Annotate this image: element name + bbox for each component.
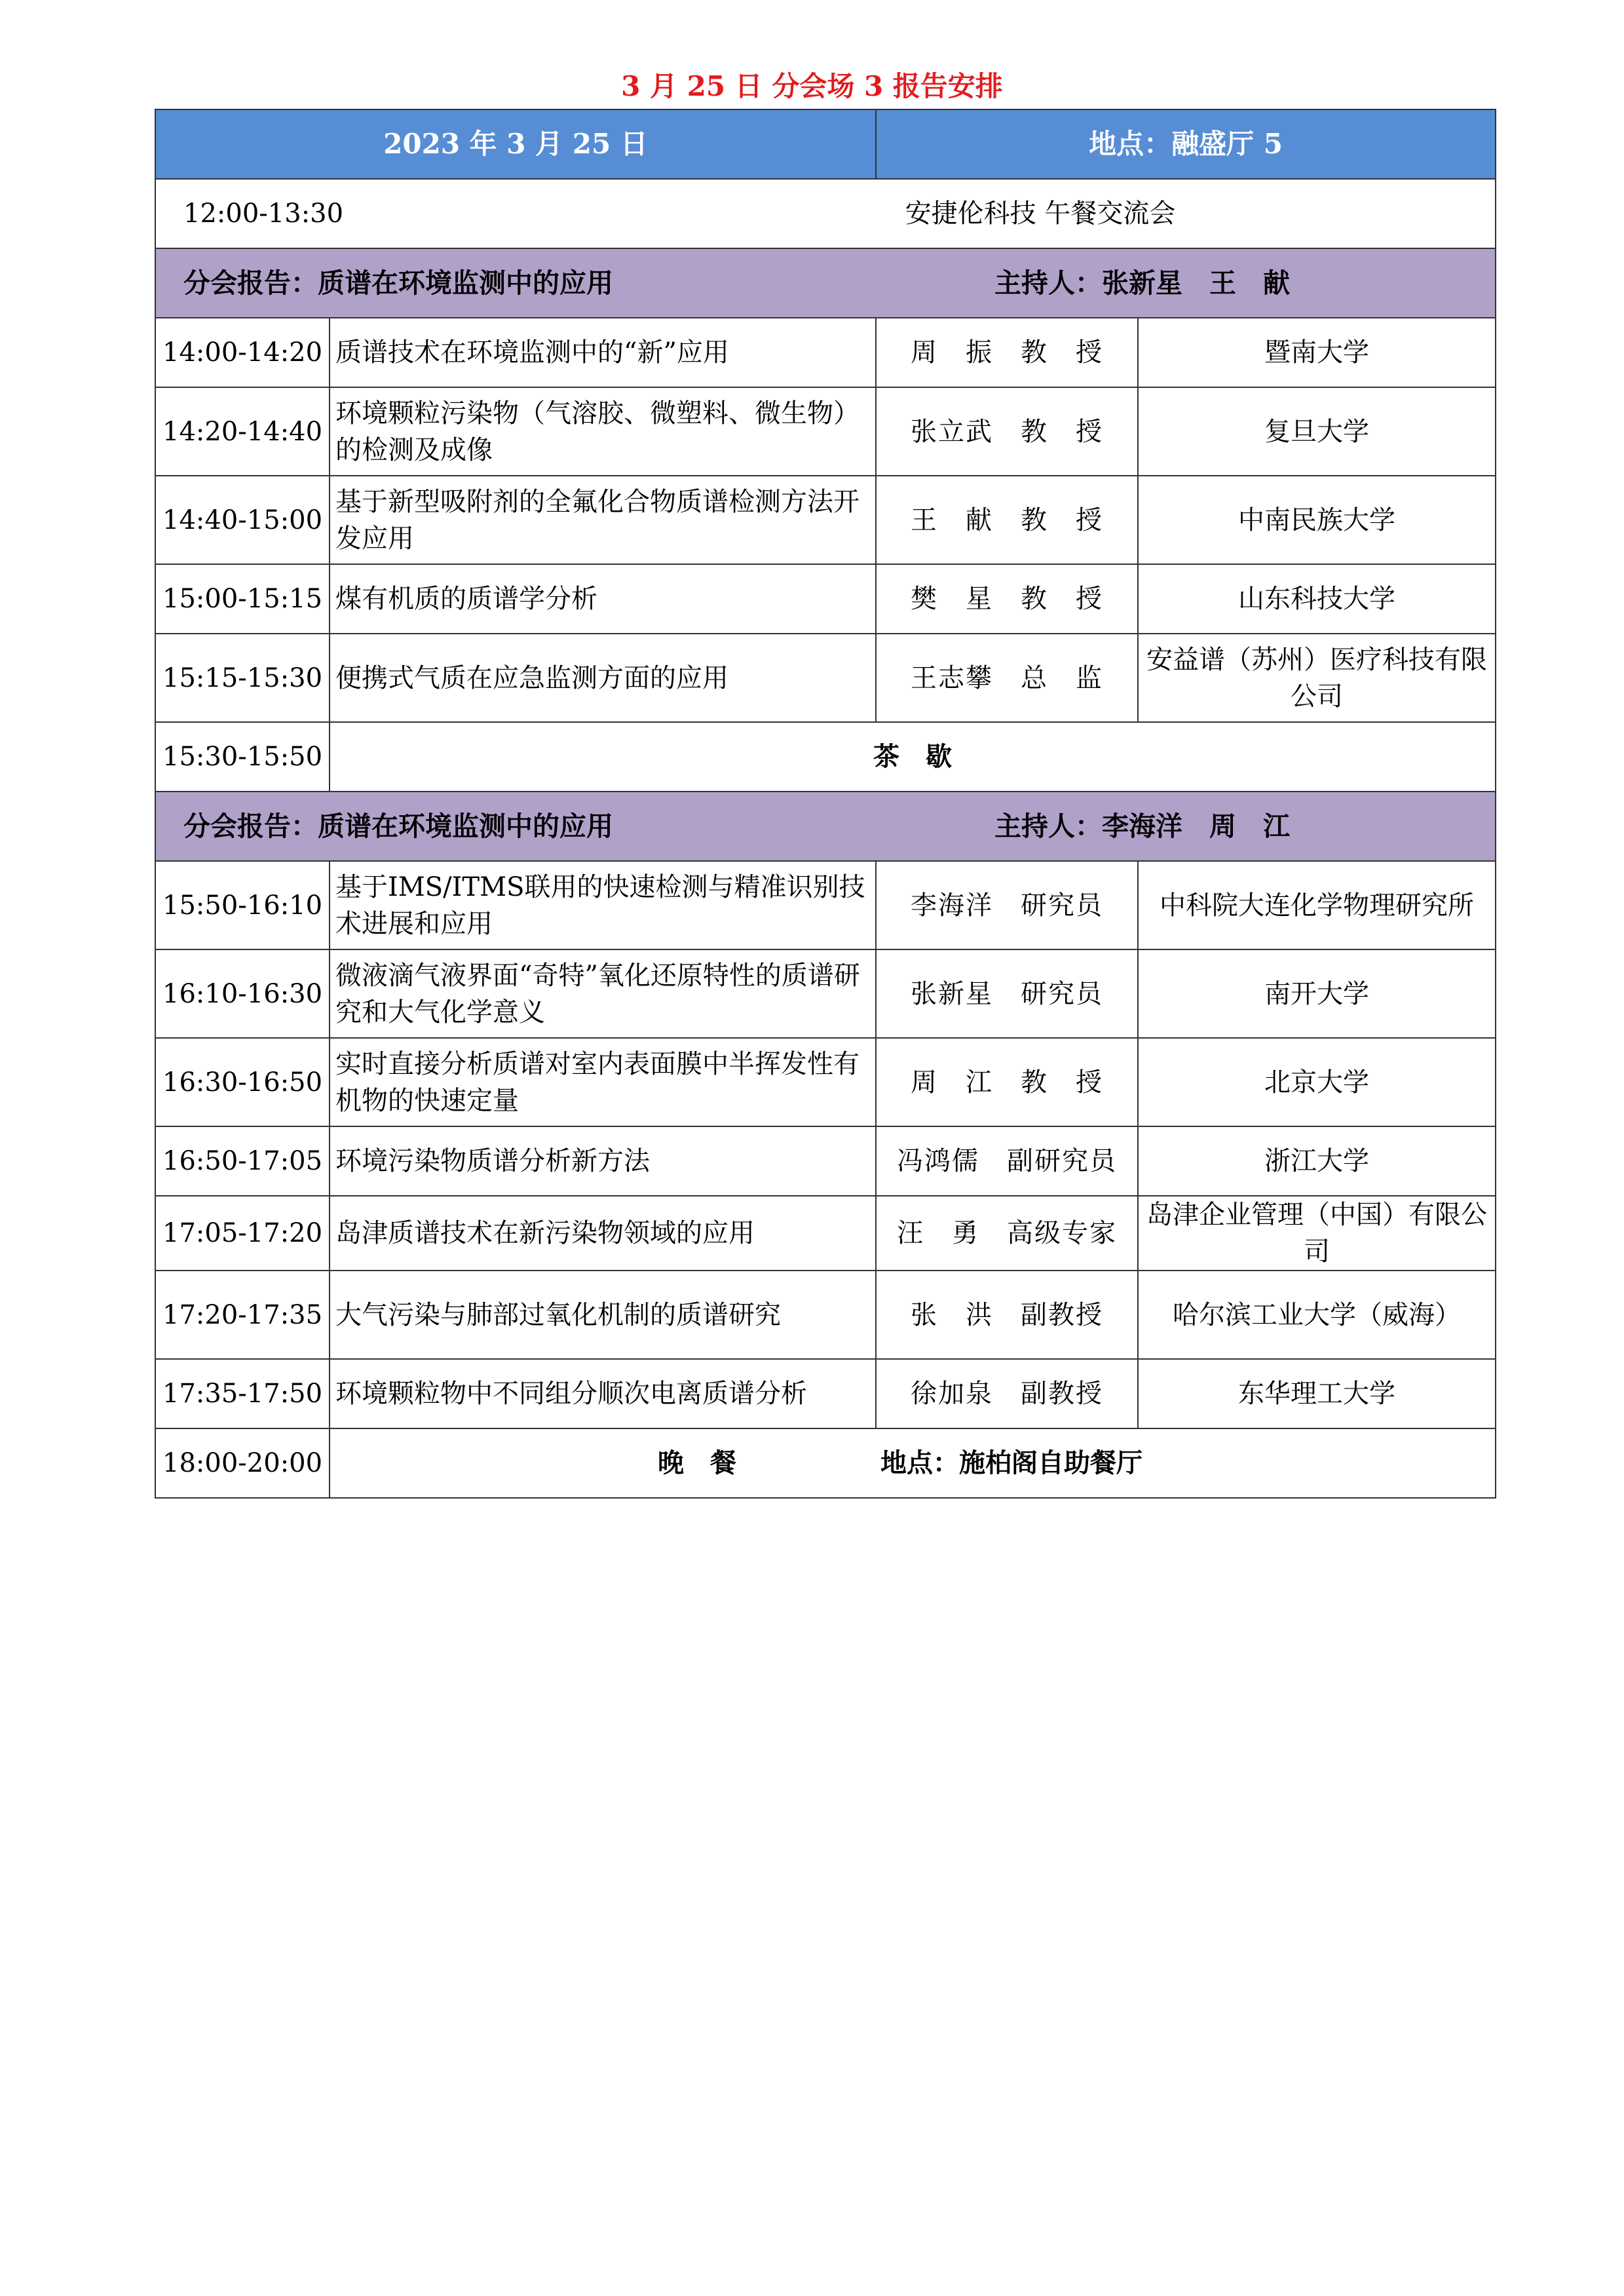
talk-time: 17:20-17:35 [155, 1271, 330, 1359]
talk-row [155, 476, 1496, 564]
header-location: 地点：融盛厅 5 [876, 109, 1496, 179]
talk-topic: 基于IMS/ITMS联用的快速检测与精准识别技术进展和应用 [330, 861, 876, 949]
dinner-row [155, 1428, 1496, 1498]
talk-speaker: 李海洋 研究员 [876, 861, 1138, 949]
session2-title: 分会报告：质谱在环境监测中的应用 [183, 811, 613, 842]
talk-topic: 煤有机质的质谱学分析 [330, 564, 876, 634]
talk-time: 14:40-15:00 [155, 476, 330, 564]
talk-row [155, 1271, 1496, 1359]
talk-row [155, 634, 1496, 722]
dinner-time: 18:00-20:00 [155, 1428, 330, 1498]
talk-affiliation: 南开大学 [1138, 949, 1496, 1038]
talk-affiliation: 暨南大学 [1138, 318, 1496, 387]
lunch-row [155, 179, 1496, 248]
talk-time: 15:00-15:15 [155, 564, 330, 634]
talk-speaker: 樊 星 教 授 [876, 564, 1138, 634]
talk-speaker: 王志攀 总 监 [876, 634, 1138, 722]
talk-speaker: 冯鸿儒 副研究员 [876, 1126, 1138, 1196]
tea-break-label: 茶 歇 [330, 722, 1496, 792]
talk-affiliation: 中南民族大学 [1138, 476, 1496, 564]
talk-time: 17:35-17:50 [155, 1359, 330, 1428]
dinner-location: 地点：施柏阁自助餐厅 [880, 1447, 1142, 1478]
talk-speaker: 张新星 研究员 [876, 949, 1138, 1038]
talk-speaker: 徐加泉 副教授 [876, 1359, 1138, 1428]
talk-speaker: 周 振 教 授 [876, 318, 1138, 387]
session2-hosts: 主持人：李海洋 周 江 [994, 811, 1290, 842]
talk-row [155, 1126, 1496, 1196]
talk-time: 16:10-16:30 [155, 949, 330, 1038]
lunch-time: 12:00-13:30 [183, 199, 344, 229]
talk-topic: 微液滴气液界面“奇特”氧化还原特性的质谱研究和大气化学意义 [330, 949, 876, 1038]
page-title: 3 月 25 日 分会场 3 报告安排 [621, 70, 1003, 102]
talk-affiliation: 岛津企业管理（中国）有限公司 [1138, 1196, 1496, 1271]
talk-time: 14:20-14:40 [155, 387, 330, 476]
talk-topic: 基于新型吸附剂的全氟化合物质谱检测方法开发应用 [330, 476, 876, 564]
talk-row [155, 861, 1496, 949]
talk-time: 14:00-14:20 [155, 318, 330, 387]
talk-row [155, 1359, 1496, 1428]
talk-row [155, 1038, 1496, 1126]
talk-topic: 大气污染与肺部过氧化机制的质谱研究 [330, 1271, 876, 1359]
talk-topic: 岛津质谱技术在新污染物领域的应用 [330, 1196, 876, 1271]
talk-time: 16:50-17:05 [155, 1126, 330, 1196]
talk-affiliation: 复旦大学 [1138, 387, 1496, 476]
session1-hosts: 主持人：张新星 王 献 [994, 267, 1290, 299]
talk-affiliation: 中科院大连化学物理研究所 [1138, 861, 1496, 949]
talk-speaker: 张立武 教 授 [876, 387, 1138, 476]
talk-row [155, 318, 1496, 387]
talk-topic: 环境颗粒物中不同组分顺次电离质谱分析 [330, 1359, 876, 1428]
talk-topic: 环境颗粒污染物（气溶胶、微塑料、微生物）的检测及成像 [330, 387, 876, 476]
talk-affiliation: 东华理工大学 [1138, 1359, 1496, 1428]
talk-row [155, 387, 1496, 476]
tea-break-time: 15:30-15:50 [155, 722, 330, 792]
talk-topic: 便携式气质在应急监测方面的应用 [330, 634, 876, 722]
talk-time: 16:30-16:50 [155, 1038, 330, 1126]
talk-speaker: 汪 勇 高级专家 [876, 1196, 1138, 1271]
talk-affiliation: 安益谱（苏州）医疗科技有限公司 [1138, 634, 1496, 722]
talk-topic: 环境污染物质谱分析新方法 [330, 1126, 876, 1196]
talk-affiliation: 浙江大学 [1138, 1126, 1496, 1196]
talk-speaker: 王 献 教 授 [876, 476, 1138, 564]
session1-title: 分会报告：质谱在环境监测中的应用 [183, 267, 613, 299]
talk-time: 15:15-15:30 [155, 634, 330, 722]
date-header-row [155, 109, 1496, 179]
talk-row [155, 949, 1496, 1038]
header-date: 2023 年 3 月 25 日 [155, 109, 876, 179]
dinner-label: 晚 餐 [658, 1447, 736, 1478]
talk-time: 15:50-16:10 [155, 861, 330, 949]
talk-topic: 实时直接分析质谱对室内表面膜中半挥发性有机物的快速定量 [330, 1038, 876, 1126]
talk-affiliation: 山东科技大学 [1138, 564, 1496, 634]
talk-affiliation: 北京大学 [1138, 1038, 1496, 1126]
talk-affiliation: 哈尔滨工业大学（威海） [1138, 1271, 1496, 1359]
lunch-label: 安捷伦科技 午餐交流会 [905, 199, 1176, 229]
talk-time: 17:05-17:20 [155, 1196, 330, 1271]
talk-topic: 质谱技术在环境监测中的“新”应用 [330, 318, 876, 387]
schedule-table [155, 109, 1496, 1499]
talk-speaker: 周 江 教 授 [876, 1038, 1138, 1126]
tea-break-row [155, 722, 1496, 792]
talk-speaker: 张 洪 副教授 [876, 1271, 1138, 1359]
talk-row [155, 1196, 1496, 1271]
session1-header-row [155, 248, 1496, 318]
session2-header-row [155, 792, 1496, 861]
talk-row [155, 564, 1496, 634]
